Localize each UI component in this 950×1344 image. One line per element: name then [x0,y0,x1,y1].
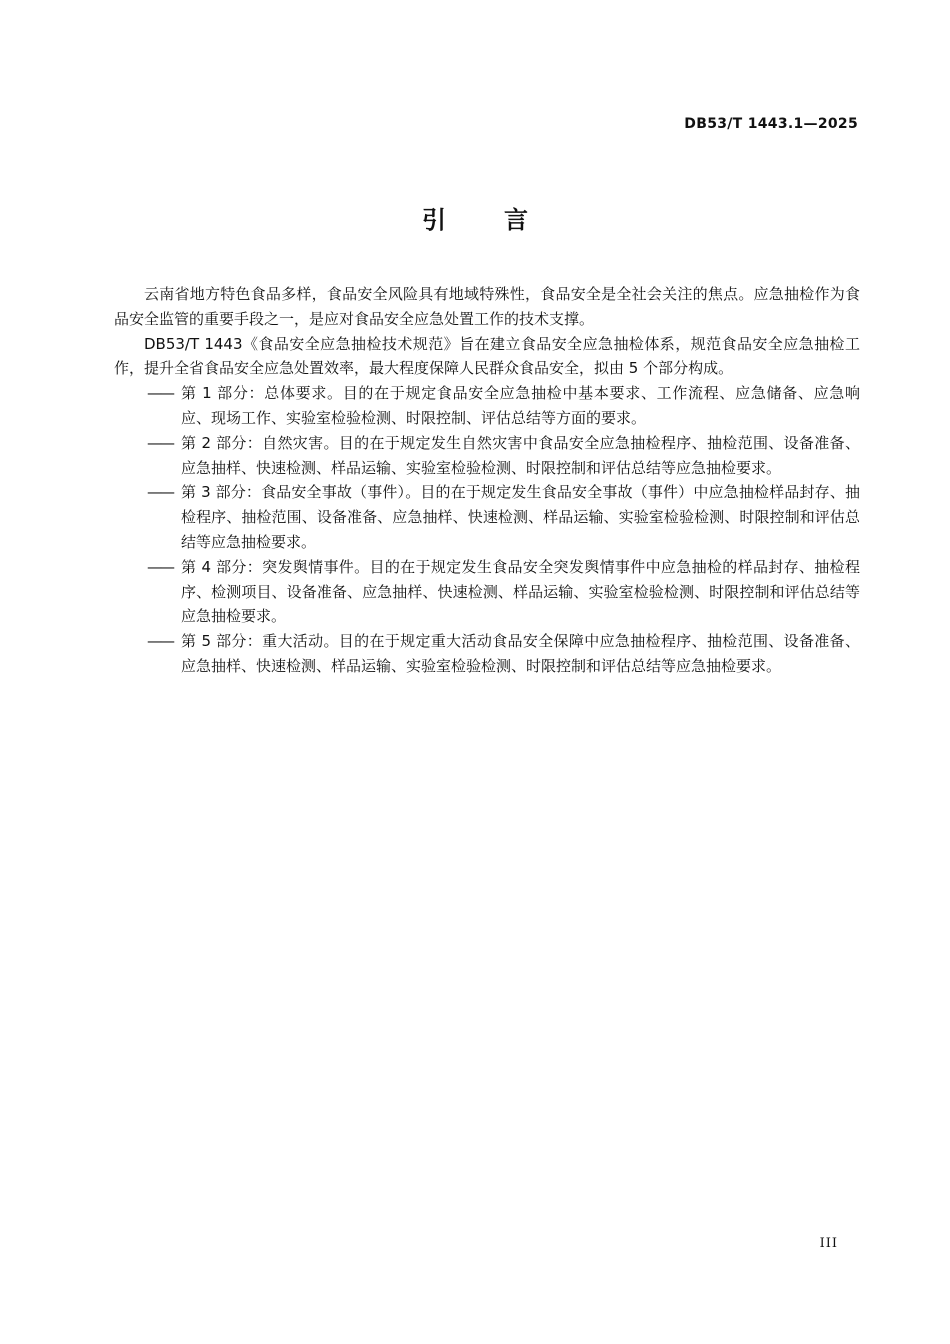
document-code: DB53/T 1443.1—2025 [684,116,858,132]
dash-marker: —— [147,632,173,651]
part-5-text: 第 5 部分：重大活动。目的在于规定重大活动食品安全保障中应急抽检程序、抽检范围、设备准备、应急抽样、快速检测、样品运输、实验室检验检测、时限控制和评估总结等应急抽检要求。 [181,632,860,675]
part-3-text: 第 3 部分：食品安全事故（事件）。目的在于规定发生食品安全事故（事件）中应急抽检样品封存、抽检程序、抽检范围、设备准备、应急抽样、快速检测、样品运输、实验室检验检测、时限控制和评估总结等应急抽检要求。 [181,483,860,551]
part-1-text: 第 1 部分：总体要求。目的在于规定食品安全应急抽检中基本要求、工作流程、应急储备、应急响应、现场工作、实验室检验检测、时限控制、评估总结等方面的要求。 [181,384,860,427]
dash-marker: —— [147,433,173,452]
page-title: 引言 [422,206,586,234]
dash-marker: —— [147,384,173,403]
page-number: III [819,1236,838,1251]
dash-marker: —— [147,557,173,576]
list-item-part-2 [114,431,860,481]
parts-list [114,381,860,679]
list-item-part-3 [114,480,860,554]
part-4-text: 第 4 部分：突发舆情事件。目的在于规定发生食品安全突发舆情事件中应急抽检的样品封存、抽检程序、检测项目、设备准备、应急抽样、快速检测、样品运输、实验室检验检测、时限控制和评估总结等应急抽检要求。 [181,557,860,626]
intro-paragraph-1: 云南省地方特色食品多样，食品安全风险具有地域特殊性，食品安全是全社会关注的焦点。应急抽检作为食品安全监管的重要手段之一，是应对食品安全应急处置工作的技术支撑。 [114,285,860,328]
list-item-part-4 [114,555,860,629]
dash-marker: —— [147,483,173,502]
list-item-part-5 [114,629,860,679]
part-2-text: 第 2 部分：自然灾害。目的在于规定发生自然灾害中食品安全应急抽检程序、抽检范围、设备准备、应急抽样、快速检测、样品运输、实验室检验检测、时限控制和评估总结等应急抽检要求。 [181,433,860,477]
introduction-body [114,282,860,679]
list-item-part-1 [114,381,860,431]
intro-paragraph-2: DB53/T 1443《食品安全应急抽检技术规范》旨在建立食品安全应急抽检体系，规范食品安全应急抽检工作，提升全省食品安全应急处置效率，最大程度保障人民群众食品安全，拟由 5 个部分构成。 [114,334,860,378]
